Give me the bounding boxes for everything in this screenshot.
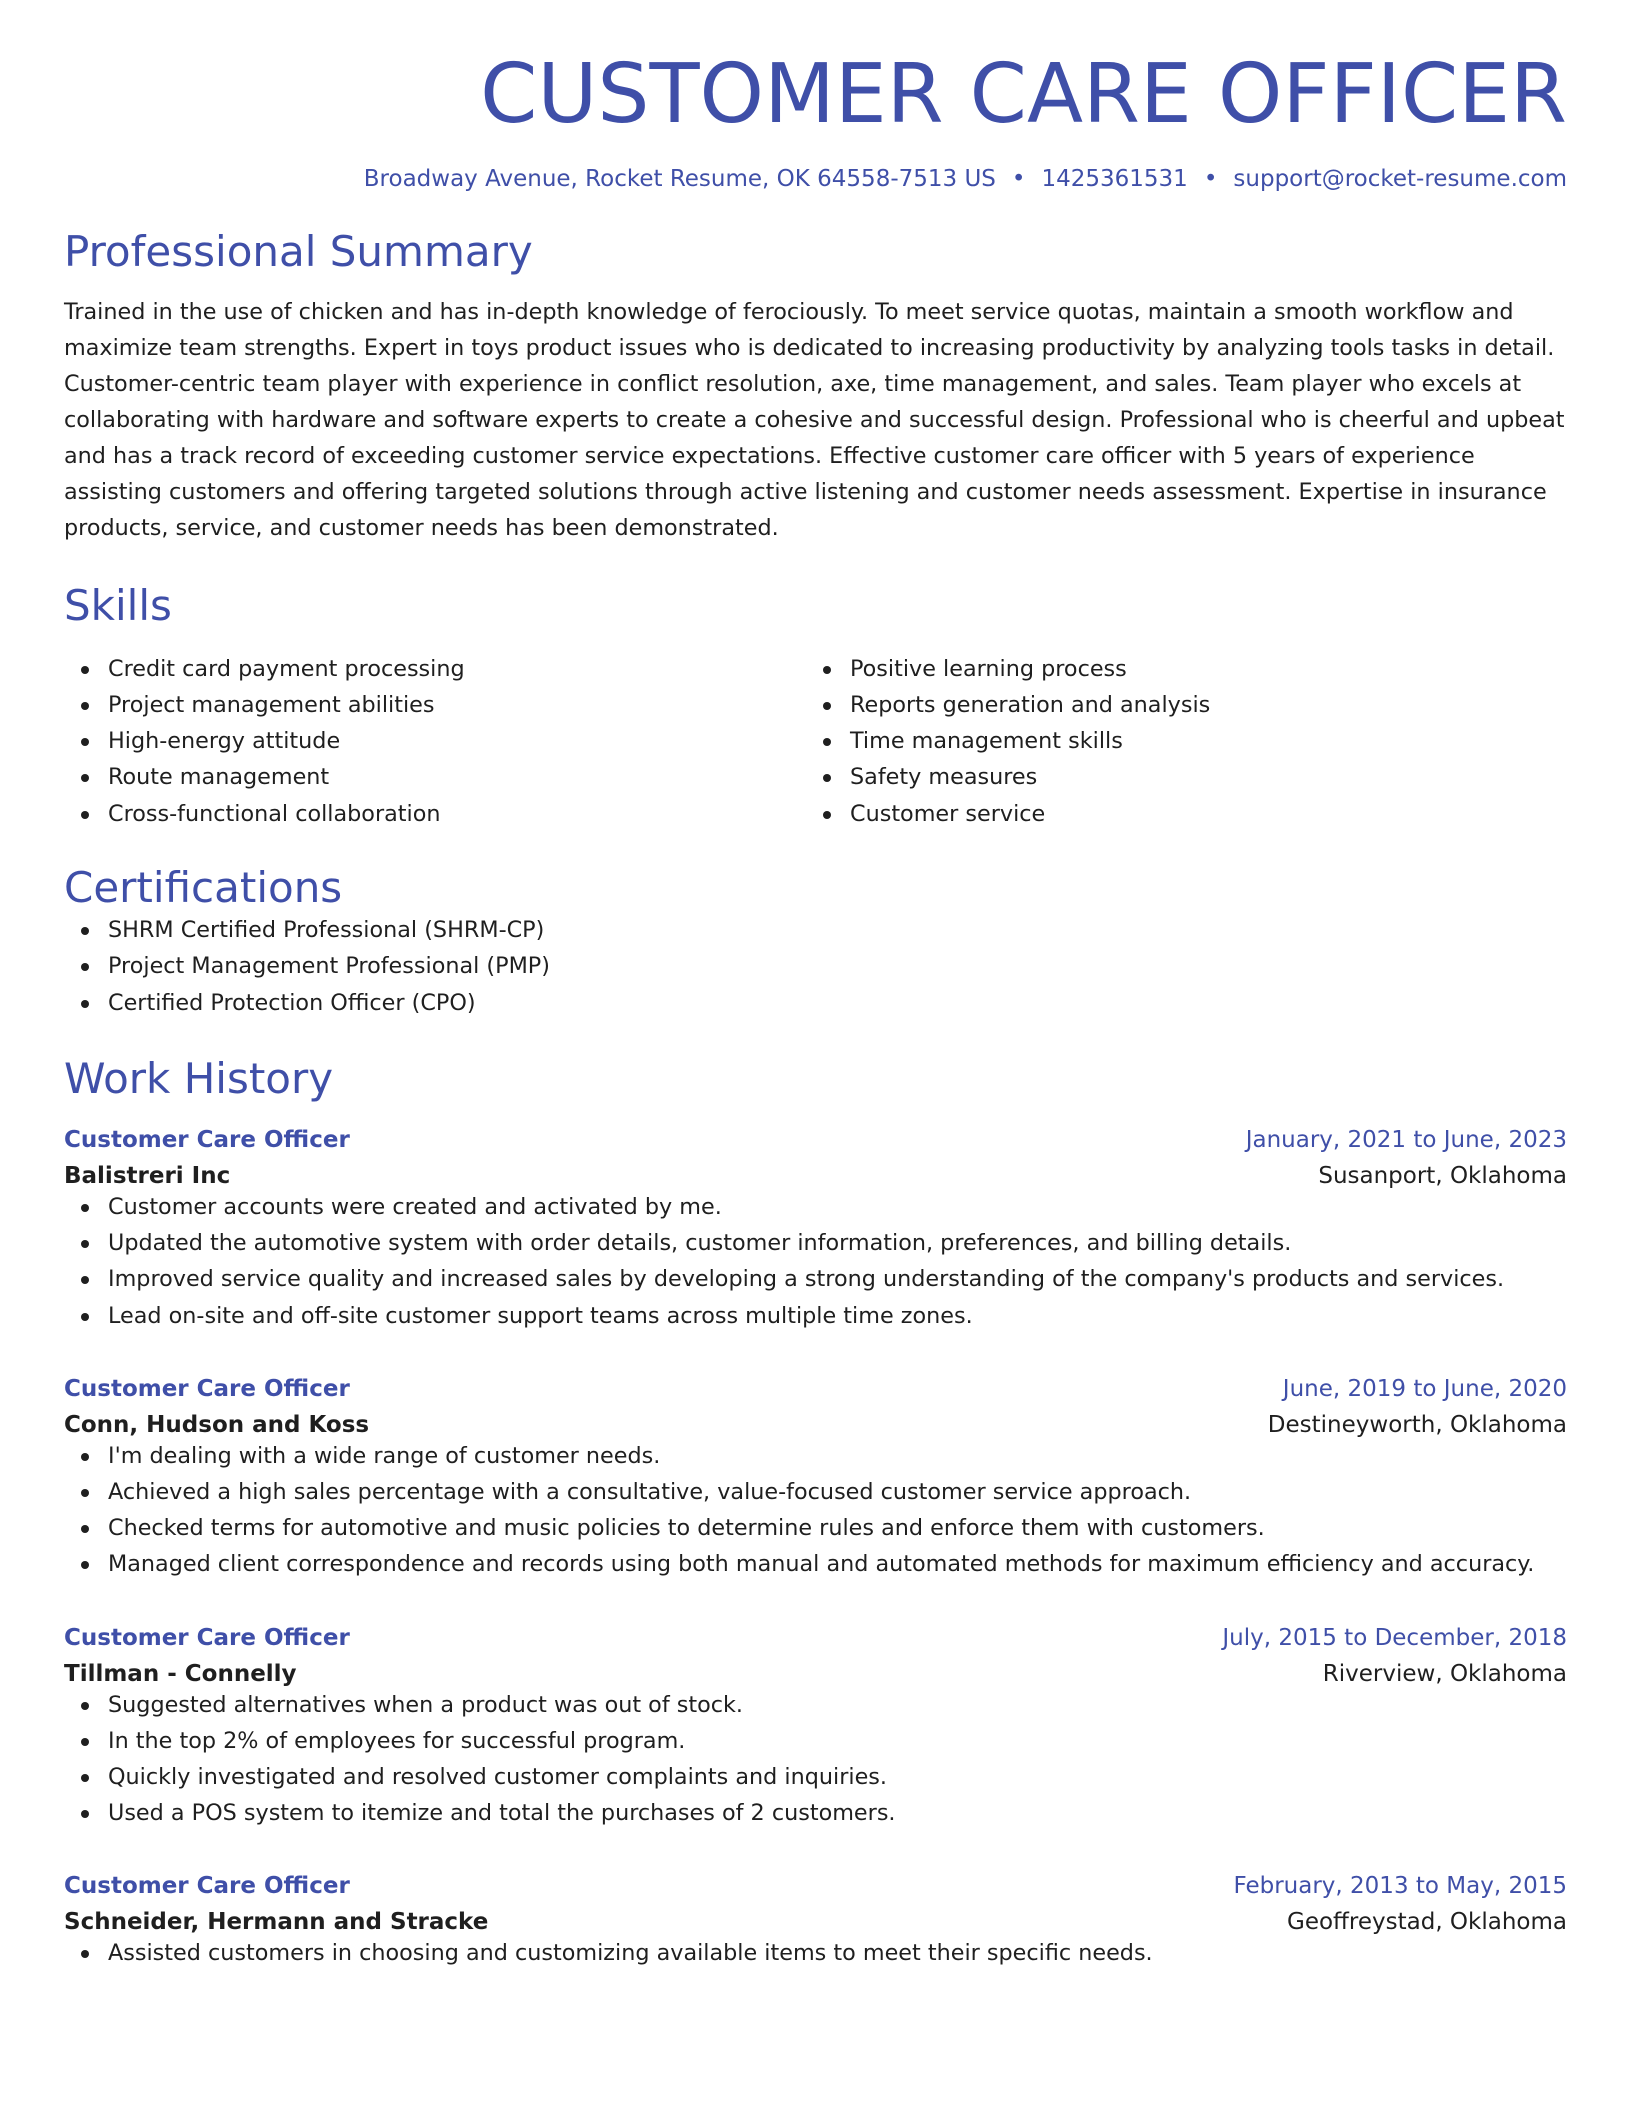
skills-column-right: [806, 651, 1548, 832]
summary-text: Trained in the use of chicken and has in-depth knowledge of ferociously. To meet service quotas, maintain a smooth workflow and maximize team strengths. Expert in toys product issues who is dedicated to increasing productivity by analyzing tools tasks in detail. Customer-centric team player with experience in conflict resolution, axe, time management, and sales. Team player who excels at collaborating with hardware and software experts to create a cohesive and successful design. Professional who is cheerful and upbeat and has a track record of exceeding customer service expectations. Effective customer care officer with 5 years of experience assisting customers and offering targeted solutions through active listening and customer needs assessment. Expertise in insurance products, service, and customer needs has been demonstrated.: [64, 299, 1565, 542]
job-bullets: [64, 1189, 1567, 1334]
contact-phone: 1425361531: [1041, 166, 1188, 193]
job-title: Customer Care Officer: [64, 1375, 350, 1402]
job-dates: January, 2021 to June, 2023: [1245, 1127, 1567, 1153]
job-bullets: [64, 1935, 1567, 1971]
job-company: Tillman - Connelly: [64, 1660, 297, 1687]
job-header-row: [64, 1873, 1567, 1899]
skill-item: High-energy attitude: [64, 723, 806, 759]
contact-line: [64, 166, 1567, 192]
job-location: Riverview, Oklahoma: [1322, 1660, 1567, 1687]
job-company: Balistreri Inc: [64, 1163, 231, 1189]
job-company: Schneider, Hermann and Stracke: [64, 1909, 489, 1936]
contact-email: support@rocket-resume.com: [1233, 166, 1567, 193]
certification-item: Certified Protection Officer (CPO): [64, 985, 1567, 1021]
job-bullet: Managed client correspondence and records using both manual and automated methods for maximum efficiency and accuracy.: [64, 1546, 1567, 1582]
skill-item: Positive learning process: [806, 651, 1548, 687]
job-bullet: Updated the automotive system with order details, customer information, preferences, and billing details.: [64, 1225, 1567, 1261]
job-entry: [64, 1625, 1567, 1832]
skill-item: Customer service: [806, 796, 1548, 832]
job-company-row: [64, 1909, 1567, 1935]
job-location: Susanport, Oklahoma: [1318, 1163, 1567, 1189]
job-location: Geoffreystad, Oklahoma: [1287, 1909, 1567, 1936]
job-header-row: [64, 1376, 1567, 1402]
job-bullet: Quickly investigated and resolved customer complaints and inquiries.: [64, 1759, 1567, 1795]
job-company: Conn, Hudson and Koss: [64, 1411, 370, 1438]
job-company-row: [64, 1661, 1567, 1687]
job-bullet: Suggested alternatives when a product was out of stock.: [64, 1687, 1567, 1723]
job-bullet: Customer accounts were created and activated by me.: [64, 1189, 1567, 1225]
job-header-row: [64, 1625, 1567, 1651]
skill-item: Reports generation and analysis: [806, 687, 1548, 723]
work-history-heading: Work History: [64, 1053, 334, 1103]
job-bullet: In the top 2% of employees for successful program.: [64, 1723, 1567, 1759]
skills-column-left: [64, 651, 806, 832]
certifications-heading: Certifications: [64, 862, 343, 912]
job-bullet: Improved service quality and increased sales by developing a strong understanding of the company's products and services.: [64, 1261, 1567, 1297]
resume-name-heading: CUSTOMER CARE OFFICER: [480, 47, 1567, 142]
job-bullet: Used a POS system to itemize and total the purchases of 2 customers.: [64, 1795, 1567, 1831]
job-company-row: [64, 1412, 1567, 1438]
certification-item: Project Management Professional (PMP): [64, 948, 1567, 984]
contact-separator: •: [1011, 166, 1026, 193]
job-bullet: Achieved a high sales percentage with a consultative, value-focused customer service approach.: [64, 1474, 1567, 1510]
skills-list-right: [806, 651, 1548, 832]
certification-item: SHRM Certified Professional (SHRM-CP): [64, 912, 1567, 948]
job-entry: [64, 1376, 1567, 1583]
skills-list-left: [64, 651, 806, 832]
resume-page: [64, 47, 1567, 1972]
skill-item: Cross-functional collaboration: [64, 796, 806, 832]
job-dates: July, 2015 to December, 2018: [1222, 1624, 1567, 1651]
job-dates: February, 2013 to May, 2015: [1233, 1873, 1567, 1900]
job-entry: [64, 1873, 1567, 1971]
job-bullet: Checked terms for automotive and music policies to determine rules and enforce them with customers.: [64, 1510, 1567, 1546]
job-bullet: I'm dealing with a wide range of customer needs.: [64, 1438, 1567, 1474]
contact-separator: •: [1203, 166, 1218, 193]
job-bullet: Assisted customers in choosing and customizing available items to meet their specific needs.: [64, 1935, 1567, 1971]
job-header-row: [64, 1127, 1567, 1153]
job-bullets: [64, 1438, 1567, 1583]
job-title: Customer Care Officer: [64, 1873, 350, 1900]
job-title: Customer Care Officer: [64, 1624, 350, 1651]
job-bullet: Lead on-site and off-site customer support teams across multiple time zones.: [64, 1298, 1567, 1334]
job-dates: June, 2019 to June, 2020: [1282, 1375, 1567, 1402]
skill-item: Project management abilities: [64, 687, 806, 723]
skills-heading: Skills: [64, 581, 172, 631]
certifications-list: [64, 912, 1567, 1021]
skill-item: Credit card payment processing: [64, 651, 806, 687]
job-company-row: [64, 1163, 1567, 1189]
job-bullets: [64, 1687, 1567, 1832]
skill-item: Route management: [64, 759, 806, 795]
skill-item: Safety measures: [806, 759, 1548, 795]
job-location: Destineyworth, Oklahoma: [1267, 1411, 1567, 1438]
job-title: Customer Care Officer: [64, 1127, 350, 1153]
contact-address: Broadway Avenue, Rocket Resume, OK 64558-7513 US: [363, 166, 996, 193]
skills-grid: [64, 651, 1567, 832]
skill-item: Time management skills: [806, 723, 1548, 759]
job-entry: [64, 1127, 1567, 1334]
summary-heading: Professional Summary: [64, 227, 533, 277]
